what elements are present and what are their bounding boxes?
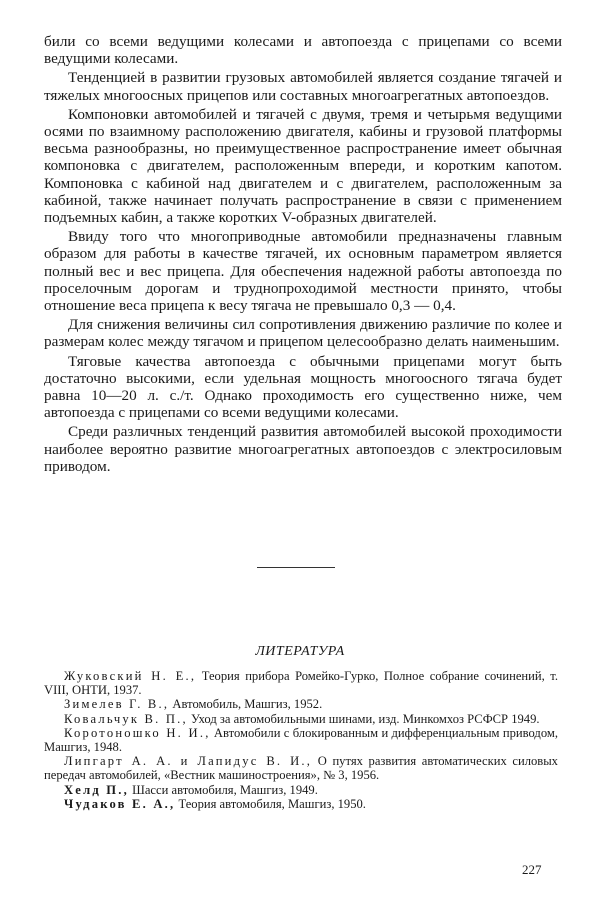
reference-item (44, 669, 558, 697)
reference-author: Жуковский Н. Е., (64, 669, 197, 683)
reference-details: О путях развития автоматических силовых передач автомобилей, «Вестник машиностроения», № 3, 1956. (44, 754, 558, 783)
literature-heading: ЛИТЕРАТУРА (255, 644, 345, 659)
paragraph: Тяговые качества автопоезда с обычными прицепами могут быть достаточно высокими, если удельная мощность многоосного тягача будет равна 10—20 л. с./т. Однако проходимость его существенно ниже, чем автопоезда с прицепами со всеми ведущими колесами. (44, 352, 562, 422)
section-divider (257, 567, 335, 568)
reference-item (44, 726, 558, 754)
paragraph: Среди различных тенденций развития автомобилей высокой проходимости наиболее вероятно развитие многоагрегатных автопоездов с электросиловым приводом. (44, 423, 562, 475)
reference-author: Зимелев Г. В., (64, 697, 170, 712)
paragraph: Ввиду того что многоприводные автомобили предназначены главным образом для работы в качестве тягачей, их основным параметром является полный вес и вес прицепа. Для обеспечения надежной работы автопоезда по проселочным дорогам и труднопроходимой местности принято, чтобы отношение веса прицепа к весу тягача не превышало 0,3 — 0,4. (44, 228, 562, 315)
reference-author: Липгарт А. А. и Лапидус В. И., (64, 754, 313, 769)
reference-author: Чудаков Е. А., (64, 796, 176, 811)
reference-author: Хелд П., (64, 782, 129, 797)
reference-item (44, 783, 558, 797)
body-text (44, 33, 562, 475)
reference-details: Шасси автомобиля, Машгиз, 1949. (128, 782, 318, 797)
reference-details: Уход за автомобильными шинами, изд. Минкомхоз РСФСР 1949. (187, 711, 540, 726)
reference-item (44, 712, 558, 726)
reference-item (44, 754, 558, 782)
reference-author: Ковальчук В. П., (64, 711, 188, 726)
reference-list (44, 669, 558, 811)
reference-details: Теория автомобиля, Машгиз, 1950. (175, 796, 366, 811)
reference-details: Автомобили с блокированным и дифференциальным приводом, Машгиз, 1948. (44, 725, 558, 755)
paragraph: Компоновки автомобилей и тягачей с двумя, тремя и четырьмя ведущими осями по взаимному расположению двигателя, кабины и грузовой платформы весьма разнообразны, но преимущественное распространение имеет обычная компоновка с двигателем, расположенным впереди, и коротким капотом. Компоновка с кабиной над двигателем и с двигателем, расположенным за кабиной, также начинает получать распространение в связи с применением подъемных кабин, а также коротких V-образных двигателей. (44, 105, 562, 227)
reference-details: Теория прибора Ромейко-Гурко, Полное собрание сочинений, т. VIII, ОНТИ, 1937. (44, 669, 558, 698)
paragraph: Для снижения величины сил сопротивления движению различие по колее и размерам колес между тягачом и прицепом целесообразно делать наименьшим. (44, 316, 562, 351)
reference-item (44, 797, 558, 811)
paragraph: Тенденцией в развитии грузовых автомобилей является создание тягачей и тяжелых многоосных прицепов или составных многоагрегатных автопоездов. (44, 69, 562, 104)
reference-item (44, 697, 558, 711)
reference-details: Автомобиль, Машгиз, 1952. (169, 697, 323, 712)
paragraph: били со всеми ведущими колесами и автопоезда с прицепами со всеми ведущими колесами. (44, 33, 562, 68)
page-number: 227 (522, 862, 542, 877)
reference-author: Коротоношко Н. И., (64, 725, 211, 740)
